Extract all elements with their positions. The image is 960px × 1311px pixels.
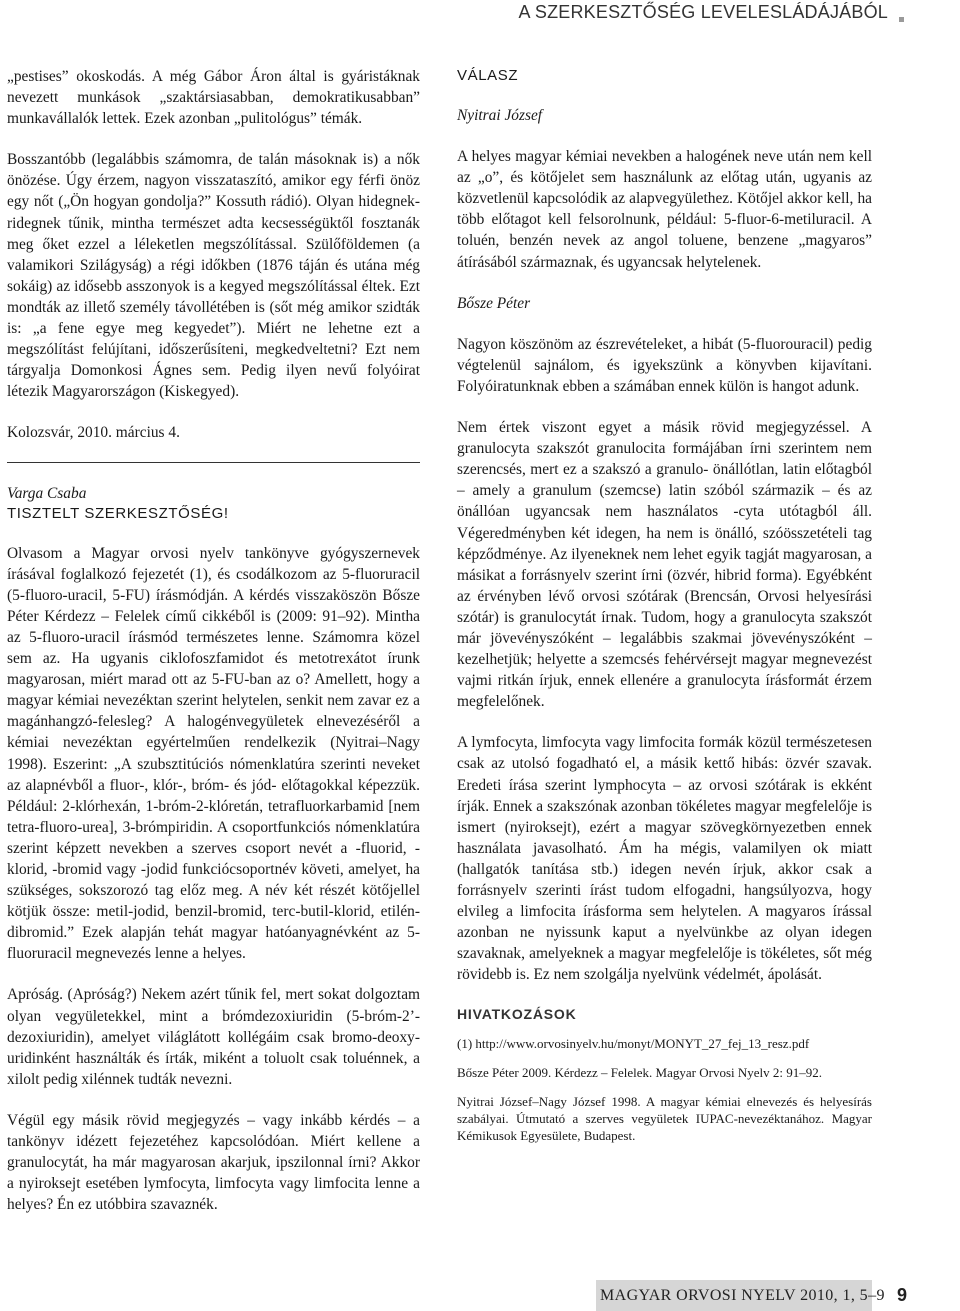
running-header: A SZERKESZTŐSÉG LEVELESLÁDÁJÁBÓL	[518, 2, 888, 22]
right-column	[457, 66, 872, 1144]
left-column	[7, 66, 420, 1215]
left-paragraph-3: Olvasom a Magyar orvosi nyelv tankönyve gyógyszernevek írásával foglalkozó fejezetét (1), és csodálkozom az 5-fluoruracil (5-fluoro-uracil, 5-FU) írásmódján. A kérdés visszaköszön Bősze Péter Kérdezz – Felelek című cikkéből is (2009: 91–92). Mintha az 5-fluoro-uracil írásmód természetes lenne. Számomra közel sem az. Ha ugyanis ciklofoszfamidot és metotrexátot írunk magyarosan, miért marad ott az 5-FU-ban az o? Amellett, hogy a magyar kémiai nevezéktan szerint helytelen, senkit nem zavar ez a magánhangzó-felesleg? A halogénvegyületek elnevezéséről a kémiai nevezéktan egyértelműen rendelkezik (Nyitrai–Nagy 1998). Eszerint: „A szubsztitúciós nómenklatúra szerinti neveket az alapnévből a fluor-, klór-, bróm- és jód- előtagokkal képezzük. Például: 2-klórhexán, 1-bróm-2-klóretán, tetrafluorkarbamid [nem tetra-fluoro-urea], 3-brómpiridin. A csoportfunkciós nómenklatúra szerint képzett nevekben a szerves csoport nevét a -fluorid, -klorid, -bromid vagy -jodid funkciócsoportnév követi, amelyet, ha szükséges, sokszorozó tag előz meg. A név két részét kötőjellel kötjük össze: metil-jodid, benzil-bromid, terc-butil-klorid, etilén-dibromid.” Ezek alapján tehát magyar hatóanyagnévként az 5-fluoruracil megnevezés lenne a helyes.	[7, 544, 420, 963]
section-divider	[7, 462, 420, 463]
footer-journal: MAGYAR ORVOSI NYELV 2010, 1, 5–9	[600, 1287, 885, 1304]
right-paragraph-1: A helyes magyar kémiai nevekben a halogének neve után nem kell az „o”, és kötőjelet sem használunk az előtag után, ugyanis az közvetlenül kapcsolódik az alapvegyülethez. Kötőjel akkor kell, ha több előtagot kell felsorolnunk, például: 5-fluor-6-metiluracil. A toluén, benzén nevek az angol toluene, benzene „magyaros” átírásából származnak, és ugyancsak helytelenek.	[457, 148, 872, 271]
reference-1: (1) http://www.orvosinyelv.hu/monyt/MONYT_27_fej_13_resz.pdf	[457, 1036, 810, 1052]
reference-2: Bősze Péter 2009. Kérdezz – Felelek. Magyar Orvosi Nyelv 2: 91–92.	[457, 1065, 822, 1081]
place-date: Kolozsvár, 2010. március 4.	[7, 424, 180, 442]
reference-3: Nyitrai József–Nagy József 1998. A magyar kémiai elnevezés és helyesírás szabályai. Útmutató a szerves vegyületek IUPAC-nevezéktanához. Magyar Kémikusok Egyesülete, Budapest.	[457, 1094, 872, 1144]
letter-heading: TISZTELT SZERKESZTŐSÉG!	[7, 504, 229, 522]
right-paragraph-4: A lymfocyta, limfocyta vagy limfocita formák közül természetesen csak az utolsó fogadható el, a másik kettő hibás: özvér szavak. Eredeti írása szerint lymphocyta – az orvosi szótárak is ekként írják. Ennek a szakszónak azonban tökéletes magyar megfelelője is ismert (nyiroksejt), ezért a magyar szövegkörnyezetben ennek használata javasolható. Ám ha mégis, valamilyen ok miatt (hallgatók tanítása stb.) idegen nevén írjuk, akkor csak a forrásnyelv szerinti írást tudom elfogadni, hangsúlyozva, hogy elvileg a limfocita írásforma sem helytelen. A magyaros írással azonban ne nyissunk kaput a nyelvünkbe az olyan idegen szavaknak, amelyeknek a magyar megfelelője is tökéletes, sőt még rövidebb is. Ez nem szolgálja nyelvünk védelmét, ápolását.	[457, 734, 872, 984]
left-paragraph-5: Végül egy másik rövid megjegyzés – vagy inkább kérdés – a tankönyv idézett fejezetéhez kapcsolódóan. Miért kellene a granulocytát, ha már magyarosan akarjuk, ipszilonnal írni? Akkor a nyiroksejt esetében lymfocyta, limfocyta vagy limfocita lenne a helyes? Én ez utóbbira szavaznék.	[7, 1111, 420, 1214]
reply-heading: VÁLASZ	[457, 67, 519, 84]
references-heading: HIVATKOZÁSOK	[457, 1006, 577, 1023]
page-number: 9	[896, 1285, 907, 1305]
right-paragraph-2: Nagyon köszönöm az észrevételeket, a hibát (5-fluorouracil) pedig végtelenül sajnálom, és igyekszünk a könyvben kijavítani. Folyóiratunknak ebben a számában ennek külön is hangot adunk.	[457, 335, 872, 395]
left-paragraph-2: Bosszantóbb (legalábbis számomra, de talán másoknak is) a nők önözése. Úgy érzem, nagyon visszataszító, amikor egy férfi önöz egy nőt („Ön hogyan gondolja?” Kossuth rádió). Olyan hidegnek-ridegnek tűnik, mintha természet adta kecsességüktől fosztanák meg őket ezzel a léleketlen megszólítással. Szülőföldemen (a valamikori Szilágyság) a régi időkben (1876 táján és utána még sokáig) az idősebb asszonyok is a kegyed megszólítással éltek. Ezt mondták az illető személy távollétében is (sőt még amikor szidták is: „a fene egye meg kegyedet”). Miért ne lehetne ezt a megszólítást felújítani, időszerűsíteni, megkedveltetni? Ezt nem tárgyalja Domonkosi Ágnes sem. Pedig ilyen nevű folyóirat létezik Magyarországon (Kiskegyed).	[7, 151, 420, 401]
left-paragraph-1: „pestises” okoskodás. A még Gábor Áron által is gyáristáknak nevezett munkások „szaktársiasabban, demokratikusabban” munkavállalók lettek. Ezek azonban „pulitológus” témák.	[7, 68, 420, 128]
right-paragraph-3: Nem értek viszont egyet a másik rövid megjegyzéssel. A granulocyta szakszót granulocita formájában írni szerintem nem szerencsés, mert ez a szakszó a granulo- önállótlan, latin előtagból – amely a granulum (szemcse) latin szóból származik – és az önállóan ugyancsak nem használatos -cyta utótagból áll. Végeredményben két idegen, ha nem is önálló, szóösszetételi tag képződménye. Az ilyeneknek nem lehet egyik tagját magyarosan, a másikat a forrásnyelv szerint írni (özvér, hibrid forma). Egyébként az érvényben lévő orvosi szótárak (Brencsán, Orvosi helyesírási szótár) is granulocytát írnak. Tudom, hogy a granulocyta szakszót már jövevényszóként – legalábbis szakmai jövevényszóként – kezelhetjük; helyette a szemcsés fehérvérsejt magyar megnevezést vajmi ritkán írjuk, ennek ellenére a granulocyta írásformát érzem megfelelőnek.	[457, 419, 872, 711]
reply-author-1: Nyitrai József	[457, 107, 543, 124]
letter-author: Varga Csaba	[7, 484, 87, 502]
left-paragraph-4: Apróság. (Apróság?) Nekem azért tűnik fel, mert sokat dolgoztam olyan vegyületekkel, mint a brómdezoxiuridin (5-bróm-2’-dezoxiuridin), amelyet világlátott kollégáim csak bromo-deoxy-uridinként használták és írták, miként a toluolt csak toluénnek, a xilolt pedig xilénnek tudták nevezni.	[7, 986, 420, 1088]
header-marker	[899, 17, 904, 22]
reply-author-2: Bősze Péter	[457, 294, 531, 312]
